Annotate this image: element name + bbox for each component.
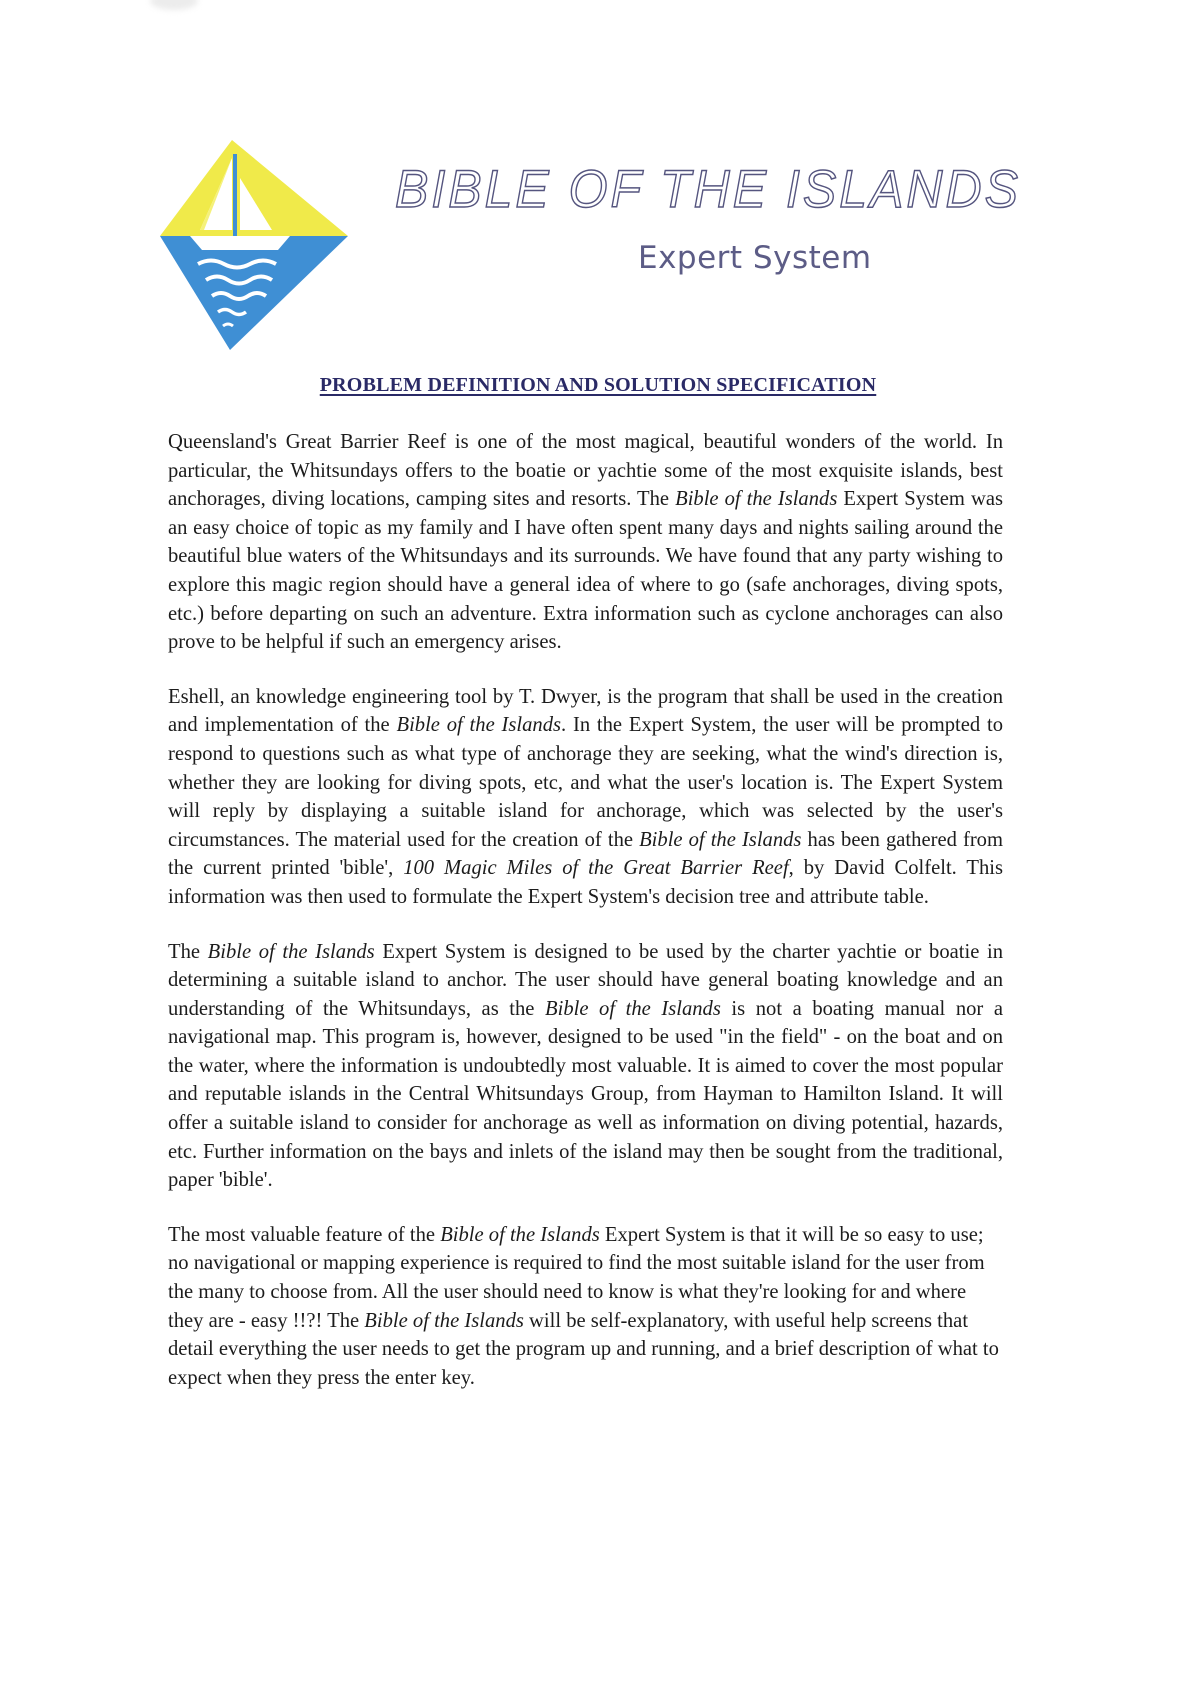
paragraph-tool: Eshell, an knowledge engineering tool by T. Dwyer, is the program that shall be used in the creation and implementation of the Bible of the Islands. In the Expert System, the user will be prompted to respond to questions such as what type of anchorage they are seeking, what the wind's direction is, whether they are looking for diving spots, etc, and what the user's location is. The Expert System will reply by displaying a suitable island for anchorage, which was selected by the user's circumstances. The material used for the creation of the Bible of the Islands has been gathered from the current printed 'bible', 100 Magic Miles of the Great Barrier Reef, by David Colfelt. This information was then used to formulate the Expert System's decision tree and attribute table. [168,685,1003,908]
paragraph-intro: Queensland's Great Barrier Reef is one of the most magical, beautiful wonders of the world. In particular, the Whitsundays offers to the boatie or yachtie some of the most exquisite islands, best anchorages, diving locations, camping sites and resorts. The Bible of the Islands Expert System was an easy choice of topic as my family and I have often spent many days and nights sailing around the beautiful blue waters of the Whitsundays and its surrounds. We have found that any party wishing to explore this magic region should have a general idea of where to go (safe anchorages, diving spots, etc.) before departing on such an adventure. Extra information such as cyclone anchorages can also prove to be helpful if such an emergency arises. [168,431,1003,654]
document-subtitle: Expert System [638,240,872,276]
document-title: BIBLE OF THE ISLANDS [395,159,1021,219]
scan-smudge [150,0,198,10]
paragraph-features: The most valuable feature of the Bible of the Islands Expert System is that it will be so easy to use; no navigational or mapping experience is required to find the most suitable island for the user from the many to choose from. All the user should need to know is what they're looking for and where they are - easy !!?! The Bible of the Islands will be self-explanatory, with useful help screens that detail everything the user needs to get the program up and running, and a brief description of what to expect when they press the enter key. [168,1223,999,1389]
logo-mast [233,154,237,248]
document-body [168,428,1003,1418]
section-heading: PROBLEM DEFINITION AND SOLUTION SPECIFICATION [319,374,877,396]
paragraph-audience: The Bible of the Islands Expert System is designed to be used by the charter yachtie or boatie in determining a suitable island to anchor. The user should have general boating knowledge and an understanding of the Whitsundays, as the Bible of the Islands is not a boating manual nor a navigational map. This program is, however, designed to be used "in the field" - on the boat and on the water, where the information is undoubtedly most valuable. It is aimed to cover the most popular and reputable islands in the Central Whitsundays Group, from Hayman to Hamilton Island. It will offer a suitable island to consider for anchorage as well as information on diving potential, hazards, etc. Further information on the bays and inlets of the island may then be sought from the traditional, paper 'bible'. [168,940,1004,1192]
logo-hull [190,236,290,250]
sailboat-diamond-icon [160,140,348,350]
